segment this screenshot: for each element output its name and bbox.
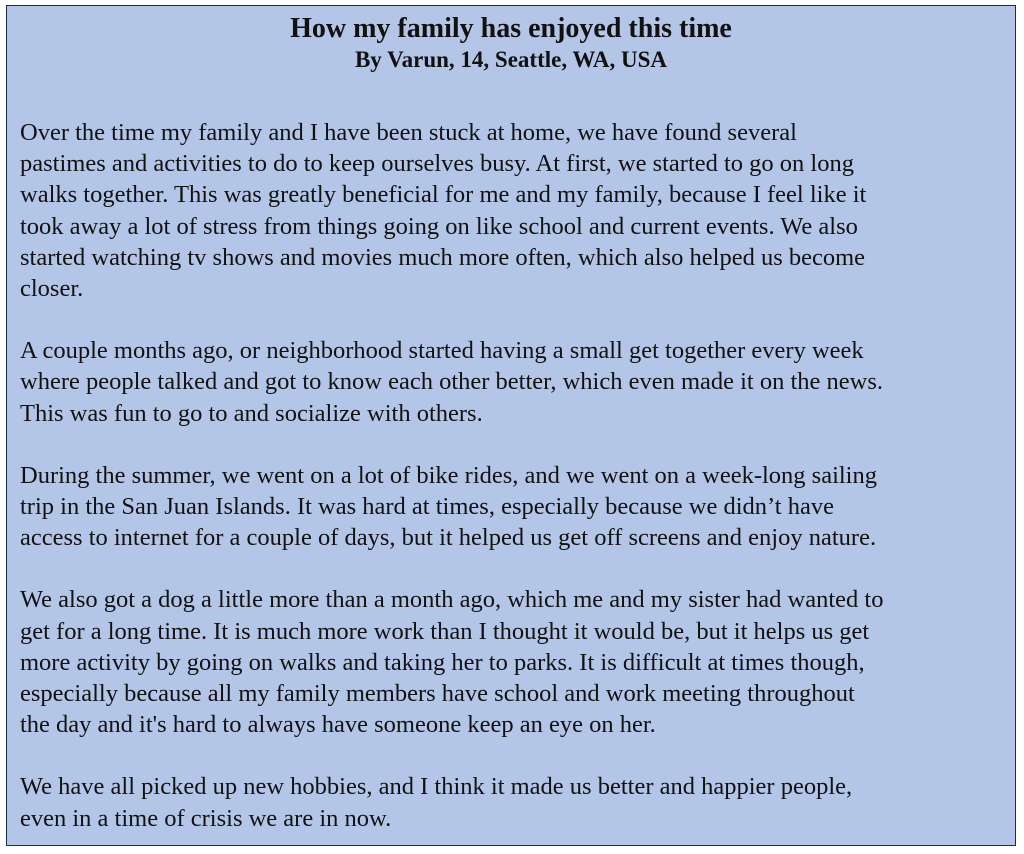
text-line: We have all picked up new hobbies, and I think it made us better and happier people, (20, 773, 853, 801)
text-line: Over the time my family and I have been stuck at home, we have found several (20, 119, 797, 146)
paragraph-4 (20, 584, 1010, 740)
text-line: where people talked and got to know each other better, which even made it on the news. (20, 368, 884, 396)
text-line: walks together. This was greatly beneficial for me and my family, because I feel like it (20, 181, 867, 209)
text-line: even in a time of crisis we are in now. (20, 804, 392, 832)
text-line: pastimes and activities to do to keep ourselves busy. At first, we started to go on long (20, 150, 854, 178)
article-body (20, 117, 1010, 834)
text-line: started watching tv shows and movies much more often, which also helped us become (20, 243, 866, 271)
paragraph-5 (20, 771, 1010, 833)
text-line: more activity by going on walks and taking her to parks. It is difficult at times though, (20, 648, 865, 676)
article-panel (6, 5, 1016, 846)
paragraph-3 (20, 460, 1010, 554)
text-line: access to internet for a couple of days, but it helped us get off screens and enjoy nature. (20, 524, 877, 552)
text-line: get for a long time. It is much more work than I thought it would be, but it helps us get (20, 617, 870, 645)
text-line: We also got a dog a little more than a month ago, which me and my sister had wanted to (20, 586, 884, 614)
text-line: took away a lot of stress from things going on like school and current events. We also (20, 212, 858, 240)
article-byline: By Varun, 14, Seattle, WA, USA (354, 47, 668, 72)
paragraph-1 (20, 117, 1010, 304)
text-line: the day and it's hard to always have someone keep an eye on her. (20, 711, 656, 739)
paragraph-2 (20, 335, 1010, 429)
text-line: During the summer, we went on a lot of bike rides, and we went on a week-long sailing (20, 461, 877, 489)
article-title: How my family has enjoyed this time (290, 13, 732, 44)
text-line: closer. (20, 275, 84, 303)
text-line: This was fun to go to and socialize with others. (20, 399, 483, 427)
text-line: especially because all my family members have school and work meeting throughout (20, 680, 855, 708)
text-line: A couple months ago, or neighborhood started having a small get together every week (20, 337, 864, 365)
text-line: trip in the San Juan Islands. It was hard at times, especially because we didn’t have (20, 493, 834, 521)
